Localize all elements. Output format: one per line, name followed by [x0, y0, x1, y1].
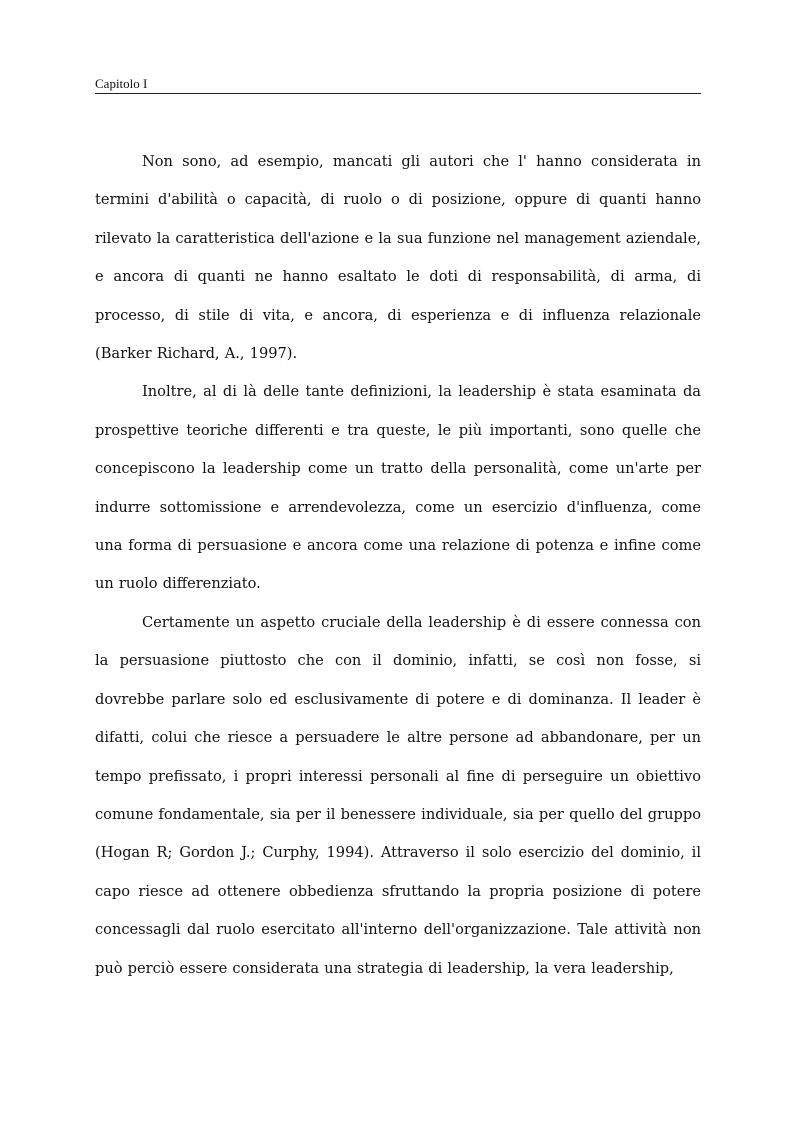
- body-text: [95, 143, 701, 988]
- page-header: [95, 76, 701, 94]
- chapter-title: Capitolo I: [95, 76, 148, 91]
- paragraph: Inoltre, al di là delle tante definizioni, la leadership è stata esaminata da prospettive teoriche differenti e tra queste, le più importanti, sono quelle che concepiscono la leadership come un tratto della personalità, come un'arte per indurre sottomissione e arrendevolezza, come un esercizio d'influenza, come una forma di persuasione e ancora come una relazione di potenza e infine come un ruolo differenziato.: [95, 383, 701, 593]
- paragraph: Non sono, ad esempio, mancati gli autori che l' hanno considerata in termini d'abilità o capacità, di ruolo o di posizione, oppure di quanti hanno rilevato la caratteristica dell'azione e la sua funzione nel management aziendale, e ancora di quanti ne hanno esaltato le doti di responsabilità, di arma, di processo, di stile di vita, e ancora, di esperienza e di influenza relazionale (Barker Richard, A., 1997).: [95, 153, 701, 363]
- paragraph: Certamente un aspetto cruciale della leadership è di essere connessa con la persuasione piuttosto che con il dominio, infatti, se così non fosse, si dovrebbe parlare solo ed esclusivamente di potere e di dominanza. Il leader è difatti, colui che riesce a persuadere le altre persone ad abbandonare, per un tempo prefissato, i propri interessi personali al fine di perseguire un obiettivo comune fondamentale, sia per il benessere individuale, sia per quello del gruppo (Hogan R; Gordon J.; Curphy, 1994). Attraverso il solo esercizio del dominio, il capo riesce ad ottenere obbedienza sfruttando la propria posizione di potere concessagli dal ruolo esercitato all'interno dell'organizzazione. Tale attività non può perciò essere considerata una strategia di leadership, la vera leadership,: [95, 613, 701, 977]
